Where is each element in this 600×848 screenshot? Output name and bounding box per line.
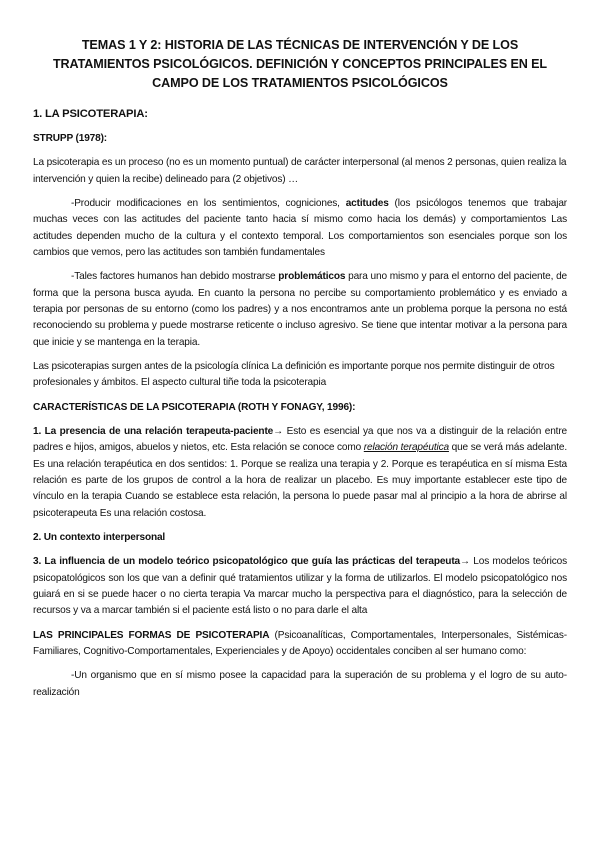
characteristics-heading: CARACTERÍSTICAS DE LA PSICOTERAPIA (ROTH Y FONAGY, 1996): bbox=[33, 401, 356, 413]
characteristic-1-paragraph bbox=[33, 424, 567, 522]
characteristic-2-paragraph bbox=[33, 530, 567, 546]
objective-2-paragraph bbox=[33, 269, 567, 351]
characteristic-3-paragraph bbox=[33, 554, 567, 619]
characteristic-2-title: 2. Un contexto interpersonal bbox=[33, 532, 166, 544]
section-heading-psicoterapia: 1. LA PSICOTERAPIA: bbox=[33, 107, 148, 120]
characteristic-1-text-b: que se verá más adelante. Es una relación terapéutica en dos sentidos: 1. Porque se realiza una terapia y 2. Porque es terapéutica en sí misma Esta relación es parte de los grupos de control a la hora de realizar un placebo. Es muy importante establecer este tipo de vínculo en la terapia Cuando se establece esta relación, la persona lo puede pasar mal al principio a la hora de abrirse al psicoterapeuta Es una relación costosa. bbox=[33, 442, 567, 519]
characteristic-3-title: 3. La influencia de un modelo teórico psicopatológico que guía las prácticas del terapeuta bbox=[33, 556, 461, 568]
forms-paragraph bbox=[33, 628, 567, 661]
objective-1-text: (los psicólogos tenemos que trabajar muchas veces con las actitudes del paciente tanto hacia sí mismo como hacia los demás) y comportamientos Las actitudes dependen mucho de la cultura y el contexto temporal. Los comportamientos son esenciales porque son los cambios que vemos, pero las actitudes son también fundamentales bbox=[33, 197, 567, 258]
forms-text: (Psicoanalíticas, Comportamentales, Interpersonales, Sistémicas-Familiares, Cognitivo-Comportamentales, Experienciales y de Apoyo) occidentales conciben al ser humano como: bbox=[33, 629, 567, 658]
arrow-icon: → bbox=[273, 425, 284, 437]
intro-paragraph: La psicoterapia es un proceso (no es un momento puntual) de carácter interpersonal (al menos 2 personas, quien realiza la intervención y quien la recibe) delineado para (2 objetivos) … bbox=[33, 157, 567, 185]
characteristic-1-title: 1. La presencia de una relación terapeuta-paciente bbox=[33, 425, 274, 437]
objective-1-lead: -Producir modificaciones en los sentimientos, cogniciones, bbox=[71, 197, 346, 209]
objective-2-bold: problemáticos bbox=[278, 271, 346, 283]
forms-title: LAS PRINCIPALES FORMAS DE PSICOTERAPIA bbox=[33, 629, 270, 641]
forms-item-1: -Un organismo que en sí mismo posee la capacidad para la superación de su problema y el logro de su auto-realización bbox=[33, 670, 567, 698]
strupp-heading: STRUPP (1978): bbox=[33, 132, 108, 144]
arrow-icon: → bbox=[460, 556, 470, 568]
objective-1-paragraph bbox=[33, 196, 567, 261]
origin-paragraph: Las psicoterapias surgen antes de la psicología clínica La definición es importante porque nos permite distinguir de otros profesionales y ámbitos. El aspecto cultural tiñe toda la psicoterapia bbox=[33, 360, 555, 389]
objective-2-lead: -Tales factores humanos han debido mostrarse bbox=[71, 271, 279, 283]
characteristic-3-text: Los modelos teóricos psicopatológicos son los que van a definir qué tratamientos utilizar y la forma de utilizarlos. El modelo psicopatológico nos guiará en si se puede hacer o no cierta terapia Va marcar mucho la perspectiva para el diagnóstico, para la selección de recursos y va a marcar también si el paciente está listo o no para darle el alta bbox=[33, 556, 567, 617]
objective-1-bold: actitudes bbox=[345, 197, 389, 209]
document-title: TEMAS 1 Y 2: HISTORIA DE LAS TÉCNICAS DE INTERVENCIÓN Y DE LOS TRATAMIENTOS PSICOLÓGICOS. DEFINICIÓN Y CONCEPTOS PRINCIPALES EN EL CAMPO DE LOS TRATAMIENTOS PSICOLÓGICOS bbox=[52, 38, 548, 90]
objective-2-text: para uno mismo y para el entorno del paciente, de forma que la persona busca ayuda. En cuanto la persona no percibe su comportamiento problemático y es enviado a terapia por personas de su entorno (como los padres) y a nos encontramos ante un problema porque la persona no está reconociendo su problema y puede mostrarse reticente o incluso agresivo. Se tiene que intentar motivar a la persona para que inicie y se mantenga en la terapia. bbox=[33, 271, 568, 348]
relacion-terapeutica-link[interactable]: relación terapéutica bbox=[363, 442, 449, 454]
characteristic-1-text-a: Esto es esencial ya que nos va a distinguir de la relación entre padres e hijos, amigos, abuelos y nietos, etc. Esta relación se conoce como bbox=[33, 425, 567, 454]
